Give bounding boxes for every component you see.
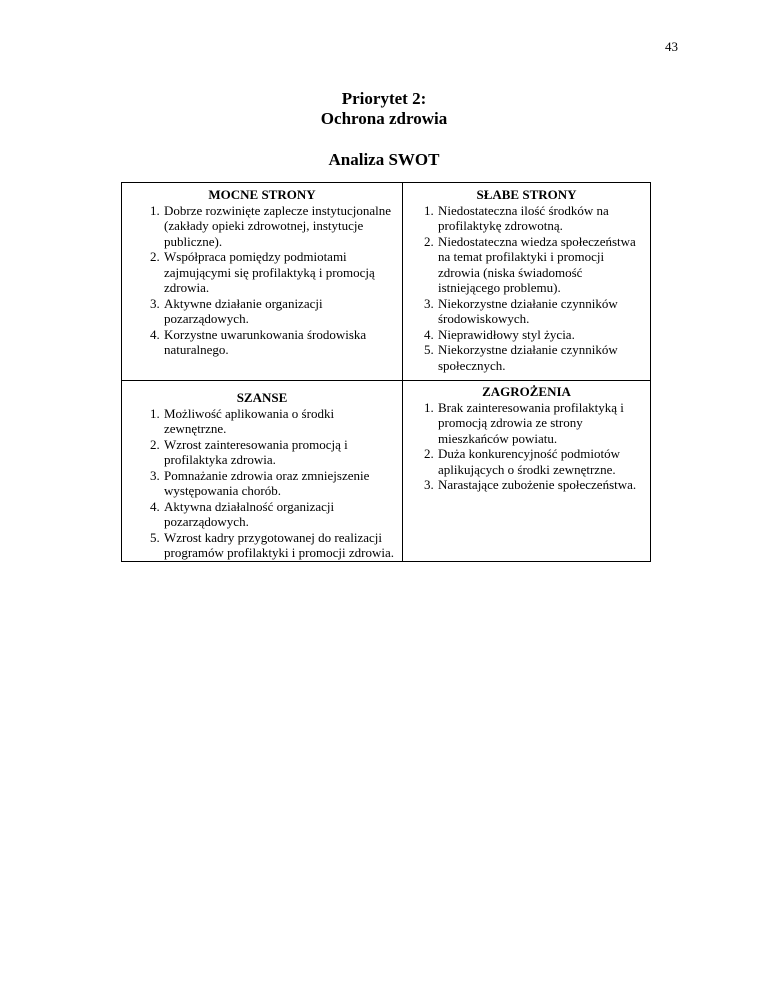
threats-item: 1. Brak zainteresowania profilaktyką i promocją zdrowia ze strony mieszkańców powiatu. [437,400,646,447]
strengths-list [122,203,402,358]
strengths-item: 4. Korzystne uwarunkowania środowiska naturalnego. [163,327,398,358]
threats-title: ZAGROŻENIA [482,384,571,399]
weaknesses-item: 2. Niedostateczna wiedza społeczeństwa na temat profilaktyki i promocji zdrowia (niska świadomość istniejącego problemu). [437,234,646,296]
opportunities-item: 5. Wzrost kadry przygotowanej do realizacji programów profilaktyki i promocji zdrowia. [163,530,398,561]
threats-list [403,400,650,493]
weaknesses-item: 5. Niekorzystne działanie czynników społecznych. [437,342,646,373]
swot-analysis-heading: Analiza SWOT [328,150,440,169]
threats-cell [403,381,651,562]
strengths-item: 1. Dobrze rozwinięte zaplecze instytucjonalne (zakłady opieki zdrowotnej, instytucje publiczne). [163,203,398,250]
weaknesses-item: 4. Nieprawidłowy styl życia. [437,327,646,343]
page-number: 43 [665,39,678,54]
threats-item: 2. Duża konkurencyjność podmiotów aplikujących o środki zewnętrzne. [437,446,646,477]
opportunities-item: 2. Wzrost zainteresowania promocją i profilaktyka zdrowia. [163,437,398,468]
opportunities-item: 4. Aktywna działalność organizacji pozarządowych. [163,499,398,530]
weaknesses-title: SŁABE STRONY [476,187,577,202]
threats-item: 3. Narastające zubożenie społeczeństwa. [437,477,646,493]
priority-heading: Priorytet 2: [341,89,427,108]
priority-subtitle: Ochrona zdrowia [320,109,448,128]
weaknesses-item: 3. Niekorzystne działanie czynników środowiskowych. [437,296,646,327]
weaknesses-item: 1. Niedostateczna ilość środków na profilaktykę zdrowotną. [437,203,646,234]
strengths-title: MOCNE STRONY [208,187,316,202]
opportunities-item: 1. Możliwość aplikowania o środki zewnętrzne. [163,406,398,437]
weaknesses-cell [403,183,651,381]
strengths-cell [122,183,403,381]
strengths-item: 2. Współpraca pomiędzy podmiotami zajmującymi się profilaktyką i promocją zdrowia. [163,249,398,296]
weaknesses-list [403,203,650,374]
opportunities-item: 3. Pomnażanie zdrowia oraz zmniejszenie występowania chorób. [163,468,398,499]
opportunities-cell [122,381,403,562]
opportunities-list [122,406,402,561]
swot-row-external [122,381,651,562]
opportunities-title: SZANSE [236,390,288,405]
strengths-item: 3. Aktywne działanie organizacji pozarządowych. [163,296,398,327]
swot-row-internal [122,183,651,381]
swot-table [121,182,651,562]
